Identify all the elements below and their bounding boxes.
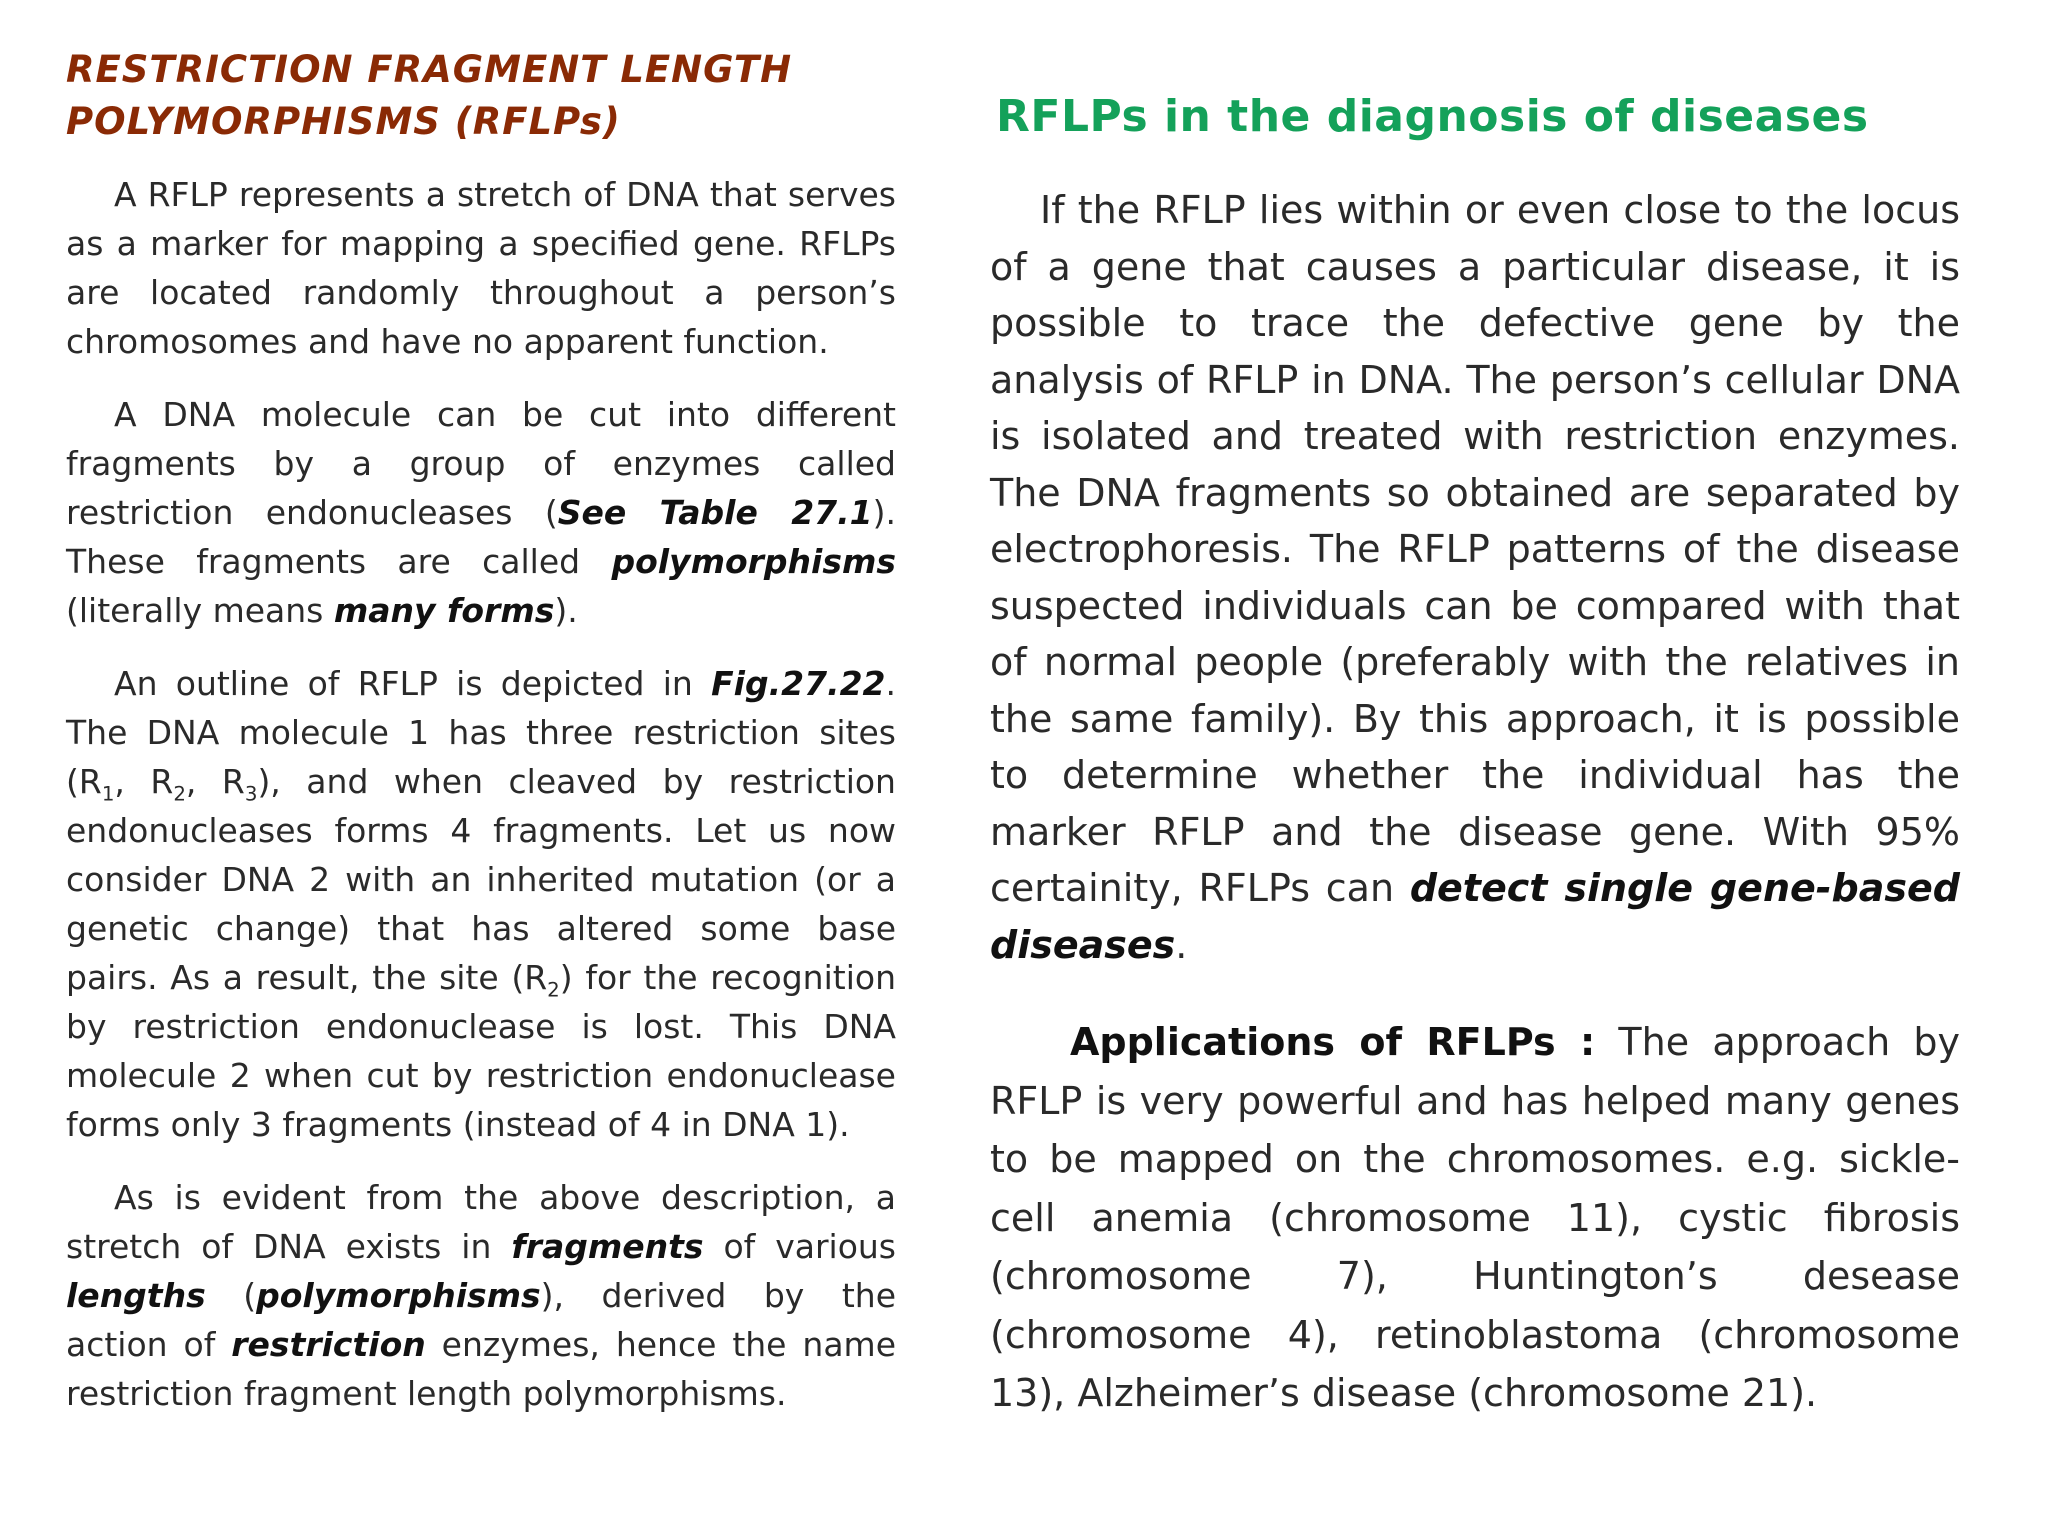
text-run: (literally means xyxy=(66,591,334,630)
text-run: ), and when cleaved by restriction endonucleases forms 4 fragments. Let us now consider DNA 2 with an inherited mutation (or a genetic change) that has altered some base pairs. As a result, the site (R xyxy=(66,762,896,997)
paragraph-diagnosis xyxy=(990,182,1960,973)
text-run: The approach by RFLP is very powerful and has helped many genes to be mapped on the chromosomes. e.g. sickle-cell anemia (chromosome 11), cystic fibrosis (chromosome 7), Huntington’s desease (chromosome 4), retinoblastoma (chromosome 13), Alzheimer’s disease (chromosome 21). xyxy=(990,1020,1960,1415)
text-run: An outline of RFLP is depicted in xyxy=(114,664,712,703)
subscript: 1 xyxy=(101,782,115,806)
paragraph-rflp-outline xyxy=(66,659,896,1149)
text-run: If the RFLP lies within or even close to the locus of a gene that causes a particular disease, it is possible to trace the defective gene by the analysis of RFLP in DNA. The person’s cellular DNA is isolated and treated with restriction enzymes. The DNA fragments so obtained are separated by electrophoresis. The RFLP patterns of the disease suspected individuals can be compared with that of normal people (preferably with the relatives in the same family). By this approach, it is possible to determine whether the individual has the marker RFLP and the disease gene. With 95% certainity, RFLPs can xyxy=(990,188,1960,910)
subscript: 2 xyxy=(173,782,186,806)
term-polymorphisms: polymorphisms xyxy=(256,1276,541,1315)
right-column xyxy=(990,88,1960,1463)
figure-reference: Fig.27.22 xyxy=(711,664,886,703)
paragraph-dna-fragments xyxy=(66,390,896,635)
subscript: 3 xyxy=(244,782,258,806)
left-column xyxy=(66,44,896,1442)
section-heading-rflp: RESTRICTION FRAGMENT LENGTH POLYMORPHISMS (RFLPs) xyxy=(66,48,793,143)
term-fragments: fragments xyxy=(511,1227,704,1266)
section-heading-diagnosis: RFLPs in the diagnosis of diseases xyxy=(996,91,1869,142)
term-lengths: lengths xyxy=(66,1276,206,1315)
paragraph-rflp-summary xyxy=(66,1173,896,1418)
applications-label: Applications of RFLPs : xyxy=(1070,1020,1596,1064)
term-detect-diseases: detect single gene-based diseases xyxy=(990,866,1960,967)
text-run: ), derived by the action of xyxy=(66,1276,896,1364)
paragraph-applications xyxy=(990,1013,1960,1423)
text-run: ). These fragments are called xyxy=(66,493,897,581)
text-run: ( xyxy=(205,1276,257,1315)
subscript: 2 xyxy=(547,978,560,1002)
table-reference: See Table 27.1 xyxy=(557,493,873,532)
term-polymorphisms: polymorphisms xyxy=(611,542,896,581)
text-run: ). xyxy=(554,591,578,630)
text-run: As is evident from the above description, a stretch of DNA exists in xyxy=(66,1178,896,1266)
text-run: A DNA molecule can be cut into different fragments by a group of enzymes called restriction endonucleases ( xyxy=(66,395,896,532)
text-run: ) for the recognition by restriction endonuclease is lost. This DNA molecule 2 when cut by restriction endonuclease forms only 3 fragments (instead of 4 in DNA 1). xyxy=(66,958,896,1144)
text-run: , R xyxy=(114,762,174,801)
text-run: . xyxy=(1175,922,1188,967)
text-run: enzymes, hence the name restriction fragment length polymorphisms. xyxy=(66,1325,897,1413)
text-run: . The DNA molecule 1 has three restriction sites (R xyxy=(66,664,896,801)
term-many-forms: many forms xyxy=(333,591,555,630)
term-restriction: restriction xyxy=(231,1325,426,1364)
text-run: of various xyxy=(703,1227,896,1266)
text-run: , R xyxy=(185,762,245,801)
paragraph-rflp-definition: A RFLP represents a stretch of DNA that serves as a marker for mapping a specified gene. RFLPs are located randomly throughout a person’s chromosomes and have no apparent function. xyxy=(66,175,896,361)
